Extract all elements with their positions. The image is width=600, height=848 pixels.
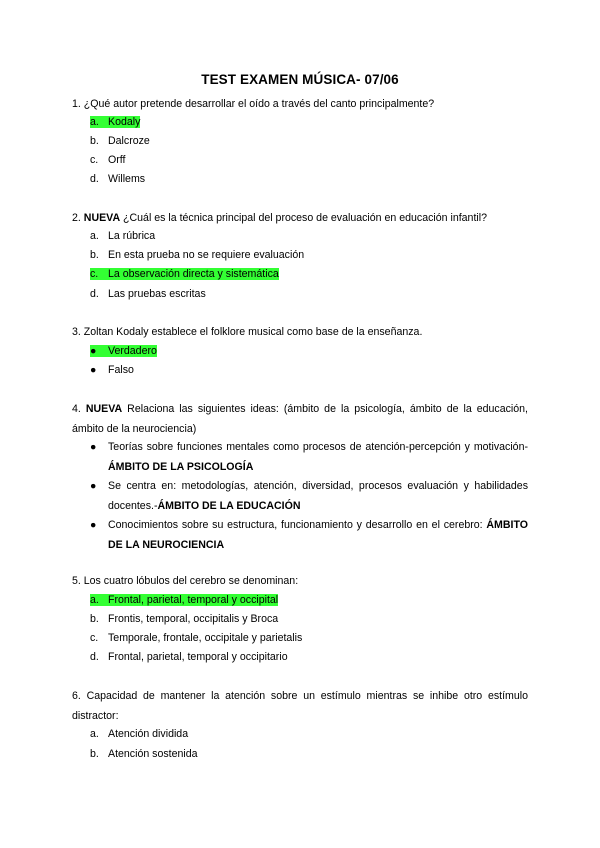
option-marker: b. [90,613,99,625]
bullet-marker: ● [90,345,97,357]
q1-option-c [90,153,125,167]
option-text: Las pruebas escritas [108,288,206,300]
question-1: 1. ¿Qué autor pretende desarrollar el oído a través del canto principalmente? [72,98,435,110]
question-text: ¿Cuál es la técnica principal del proceso de evaluación en educación infantil? [123,212,487,224]
option-text: Temporale, frontale, occipitale y parietalis [108,632,303,644]
option-text: Atención dividida [108,728,189,740]
question-number: 2. [72,212,81,224]
option-marker: a. [90,728,99,740]
q4-item-educacion [90,476,528,516]
q4-item-neurociencia [90,515,528,555]
option-text: Atención sostenida [108,748,198,760]
option-text: Orff [108,154,126,166]
q5-option-d [90,650,288,664]
option-text: Willems [108,173,146,185]
item-text: Se centra en: metodologías, atención, diversidad, procesos evaluación y habilidades docentes.- [108,480,528,512]
q3-option-false [90,363,134,377]
item-text: Teorías sobre funciones mentales como procesos de atención-percepción y motivación- [108,441,528,453]
option-text: Falso [108,364,134,376]
q1-option-b [90,134,150,148]
option-text: Verdadero [108,345,157,357]
question-5: 5. Los cuatro lóbulos del cerebro se denominan: [72,575,299,587]
question-2 [72,208,528,228]
q3-option-true [90,344,157,358]
q2-option-b [90,248,304,262]
bullet-marker: ● [90,519,97,531]
option-text: La rúbrica [108,230,156,242]
item-answer: ÁMBITO DE LA PSICOLOGÍA [108,461,254,473]
q1-option-d [90,172,145,186]
option-marker: d. [90,173,99,185]
question-6: 6. Capacidad de mantener la atención sobre un estímulo mientras se inhibe otro estímulo distractor: [72,690,528,722]
q6-option-a [90,727,188,741]
question-3: 3. Zoltan Kodaly establece el folklore musical como base de la enseñanza. [72,326,423,338]
bullet-marker: ● [90,480,97,492]
option-marker: c. [90,268,99,280]
q5-option-a [90,593,278,607]
page-title: TEST EXAMEN MÚSICA- 07/06 [201,72,399,87]
question-4 [72,399,528,439]
option-marker: b. [90,135,99,147]
option-marker: b. [90,249,99,261]
option-marker: c. [90,154,99,166]
option-text: Dalcroze [108,135,150,147]
option-marker: c. [90,632,99,644]
option-marker: a. [90,230,99,242]
option-marker: a. [90,116,99,128]
question-number: 4. [72,403,81,415]
q2-option-d [90,287,206,301]
option-text: Frontal, parietal, temporal y occipitario [108,651,288,663]
q2-option-c [90,267,279,281]
item-answer: ÁMBITO DE LA EDUCACIÓN [157,500,301,512]
new-tag: NUEVA [83,212,121,224]
item-answer: ÁMBITO DE LA NEUROCIENCIA [108,519,528,551]
q4-item-psicologia [90,437,528,477]
bullet-marker: ● [90,364,97,376]
q1-option-a [90,115,140,129]
bullet-marker: ● [90,441,97,453]
option-text: Kodaly [108,116,141,128]
option-text: Frontal, parietal, temporal y occipital [108,594,279,606]
option-marker: d. [90,651,99,663]
option-text: En esta prueba no se requiere evaluación [108,249,305,261]
q5-option-b [90,612,278,626]
option-marker: b. [90,748,99,760]
option-text: La observación directa y sistemática [108,268,279,280]
item-text: Conocimientos sobre su estructura, funcionamiento y desarrollo en el cerebro: [108,519,483,531]
q5-option-c [90,631,302,645]
new-tag: NUEVA [85,403,123,415]
q2-option-a [90,229,155,243]
option-marker: a. [90,594,99,606]
option-marker: d. [90,288,99,300]
option-text: Frontis, temporal, occipitalis y Broca [108,613,279,625]
q6-option-b [90,747,198,761]
question-text: Relaciona las siguientes ideas: (ámbito de la psicología, ámbito de la educación, ámbito de la neurociencia) [72,403,528,435]
